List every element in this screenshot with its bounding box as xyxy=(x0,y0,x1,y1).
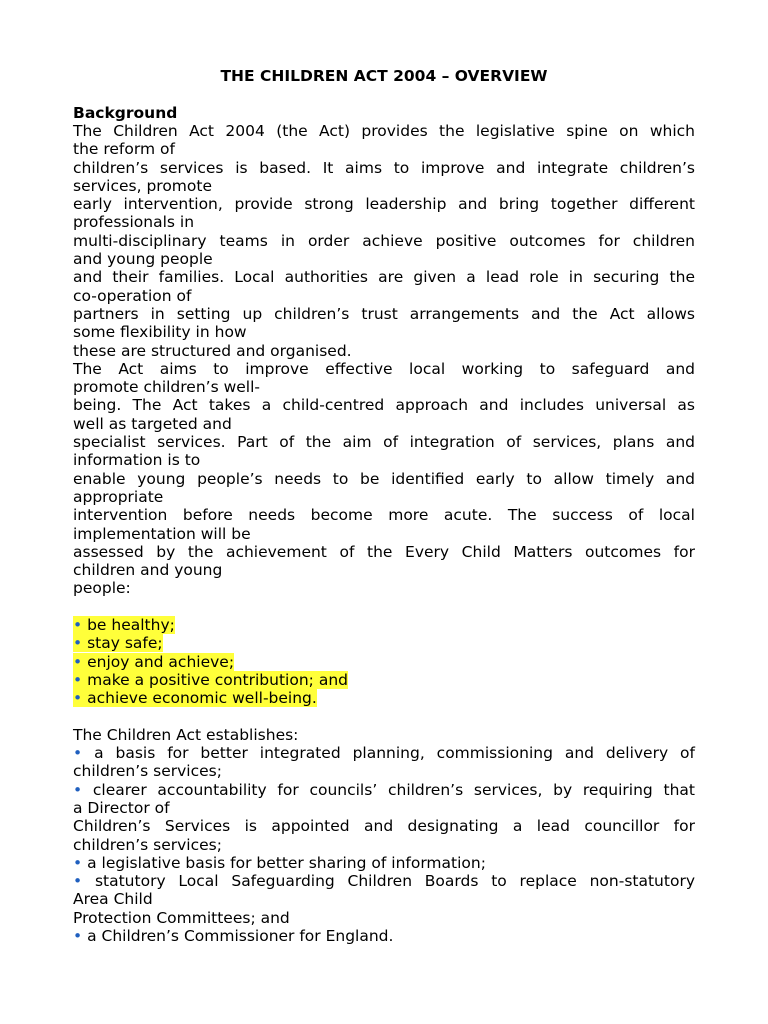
establishes-item xyxy=(73,781,695,799)
bullet-icon: • xyxy=(73,853,83,872)
establishes-text: children’s services; xyxy=(73,762,222,781)
bullet-icon: • xyxy=(73,780,83,799)
bullet-icon: • xyxy=(73,927,83,946)
background-paragraph xyxy=(73,122,695,598)
establishes-continuation xyxy=(73,762,695,780)
outcome-text: stay safe; xyxy=(87,634,163,653)
outcome-item xyxy=(73,689,695,707)
establishes-item xyxy=(73,872,695,890)
paragraph-line: professionals in xyxy=(73,213,195,232)
establishes-text: children’s services; xyxy=(73,835,222,854)
bullet-icon: • xyxy=(73,634,83,653)
document-title: THE CHILDREN ACT 2004 – OVERVIEW xyxy=(220,67,548,85)
establishes-continuation xyxy=(73,890,695,908)
paragraph-line: early intervention, provide strong leadership and bring together different xyxy=(73,195,695,214)
establishes-text: a legislative basis for better sharing of information; xyxy=(87,853,486,872)
outcomes-list xyxy=(73,616,695,707)
paragraph-line: the reform of xyxy=(73,140,175,159)
paragraph-line: assessed by the achievement of the Every Child Matters outcomes for xyxy=(73,542,695,561)
paragraph-line: The Children Act 2004 (the Act) provides the legislative spine on which xyxy=(73,122,695,140)
outcome-item xyxy=(73,634,695,652)
outcome-highlight xyxy=(73,653,234,671)
paragraph-line: multi-disciplinary teams in order achieve positive outcomes for children xyxy=(73,231,695,250)
outcome-highlight xyxy=(73,689,317,707)
outcome-highlight xyxy=(73,671,348,689)
establishes-text: Children’s Services is appointed and designating a lead councillor for xyxy=(73,817,695,836)
establishes-text: Area Child xyxy=(73,890,153,909)
outcome-item xyxy=(73,616,695,634)
outcome-text: make a positive contribution; and xyxy=(87,670,348,689)
outcome-text: be healthy; xyxy=(87,616,175,635)
paragraph-line: specialist services. Part of the aim of integration of services, plans and xyxy=(73,433,695,452)
establishes-text: statutory Local Safeguarding Children Boards to replace non-statutory xyxy=(94,872,695,891)
paragraph-line: services, promote xyxy=(73,176,213,195)
paragraph-line: and their families. Local authorities are given a lead role in securing the xyxy=(73,268,695,287)
paragraph-line: partners in setting up children’s trust arrangements and the Act allows xyxy=(73,304,695,323)
paragraph-line: children’s services is based. It aims to improve and integrate children’s xyxy=(73,158,695,177)
establishes-list xyxy=(73,744,695,945)
outcome-text: enjoy and achieve; xyxy=(87,652,235,671)
establishes-continuation xyxy=(73,836,695,854)
background-heading: Background xyxy=(73,104,178,122)
paragraph-line: implementation will be xyxy=(73,524,251,543)
paragraph-line: enable young people’s needs to be identified early to allow timely and xyxy=(73,469,695,488)
paragraph-line: being. The Act takes a child-centred approach and includes universal as xyxy=(73,396,695,415)
paragraph-line: promote children’s well- xyxy=(73,378,261,397)
paragraph-line: people: xyxy=(73,579,131,598)
establishes-text: clearer accountability for councils’ children’s services, by requiring that xyxy=(92,780,695,799)
paragraph-line: information is to xyxy=(73,451,201,470)
establishes-item xyxy=(73,744,695,762)
paragraph-line: children and young xyxy=(73,561,223,580)
paragraph-line: appropriate xyxy=(73,487,164,506)
spacer xyxy=(73,708,695,726)
outcome-highlight xyxy=(73,634,163,652)
spacer xyxy=(73,598,695,616)
paragraph-line: these are structured and organised. xyxy=(73,341,352,360)
establishes-item xyxy=(73,854,695,872)
outcome-text: achieve economic well-being. xyxy=(87,689,317,708)
bullet-icon: • xyxy=(73,872,83,891)
bullet-icon: • xyxy=(73,670,83,689)
outcome-item xyxy=(73,653,695,671)
paragraph-line: intervention before needs become more acute. The success of local xyxy=(73,506,695,525)
establishes-continuation xyxy=(73,909,695,927)
establishes-continuation xyxy=(73,799,695,817)
paragraph-line: The Act aims to improve effective local working to safeguard and xyxy=(73,359,695,378)
paragraph-line: co-operation of xyxy=(73,286,192,305)
bullet-icon: • xyxy=(73,616,83,635)
outcome-highlight xyxy=(73,616,175,634)
establishes-item xyxy=(73,927,695,945)
establishes-text: a Director of xyxy=(73,798,170,817)
establishes-intro: The Children Act establishes: xyxy=(73,725,299,744)
outcome-item xyxy=(73,671,695,689)
bullet-icon: • xyxy=(73,652,83,671)
bullet-icon: • xyxy=(73,689,83,708)
establishes-text: a basis for better integrated planning, commissioning and delivery of xyxy=(94,744,695,763)
establishes-continuation xyxy=(73,817,695,835)
bullet-icon: • xyxy=(73,744,83,763)
paragraph-line: some flexibility in how xyxy=(73,323,247,342)
establishes-text: a Children’s Commissioner for England. xyxy=(87,927,394,946)
paragraph-line: and young people xyxy=(73,250,213,269)
paragraph-line: well as targeted and xyxy=(73,414,232,433)
establishes-text: Protection Committees; and xyxy=(73,908,290,927)
